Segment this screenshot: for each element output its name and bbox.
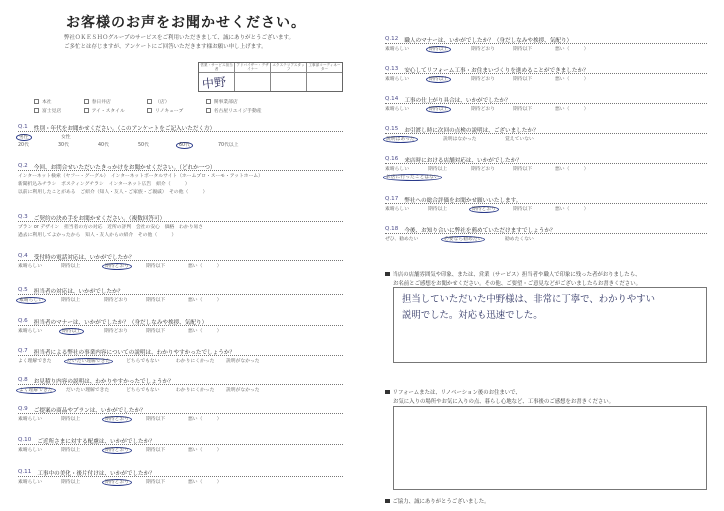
answer-line[interactable]: 新聞折込みチラシ ポスティングチラシ インターネット広告 紹介（ ） bbox=[18, 182, 190, 187]
handwritten-staff-name: 中野 bbox=[201, 74, 227, 92]
answer-option-label: わかりにくかった bbox=[176, 359, 215, 364]
answer-option-label: 期待以上 bbox=[428, 207, 448, 212]
answer-option[interactable] bbox=[104, 415, 130, 422]
answer-option-label: だいたい理解できた bbox=[66, 388, 110, 393]
stamp-cell-coordinator bbox=[307, 63, 342, 91]
answer-option-label: ぜひ、勧めたい bbox=[385, 237, 419, 242]
question-title bbox=[18, 377, 343, 384]
store-option[interactable]: 春日井店 bbox=[84, 98, 137, 105]
answer-option-label: 60代 bbox=[176, 142, 193, 149]
answer-option[interactable] bbox=[555, 75, 589, 82]
answer-option-label: 悪い（ ） bbox=[188, 329, 222, 334]
answer-option-label: 20代 bbox=[18, 143, 29, 148]
answer-option-label: だいたい理解できた bbox=[64, 358, 113, 365]
question-title bbox=[18, 163, 343, 170]
store-option[interactable]: リノキューブ bbox=[147, 107, 196, 114]
answer-option-label: 期待どおり bbox=[102, 479, 132, 486]
question-title bbox=[18, 348, 343, 355]
answer-option-label: 期待どおり bbox=[102, 447, 132, 454]
question-block bbox=[18, 163, 343, 194]
question-text: 安心してリフォーム工事・お住まいづくりを進めることができましたか？ bbox=[404, 68, 589, 74]
answer-option[interactable] bbox=[385, 45, 409, 52]
answer-option[interactable] bbox=[505, 235, 534, 242]
answer-option[interactable] bbox=[385, 105, 409, 112]
answer-option[interactable] bbox=[18, 386, 54, 393]
answer-option-label: 勧めたくない bbox=[505, 237, 534, 242]
answer-option-label: 期待以上 bbox=[61, 480, 81, 485]
question-number: Q.18 bbox=[385, 226, 399, 232]
answer-option[interactable] bbox=[146, 446, 165, 453]
answer-option[interactable] bbox=[104, 446, 130, 453]
checkbox[interactable] bbox=[34, 99, 39, 104]
answer-line[interactable]: プラン or デザイン 担当者の方の対応 近所の評判 会社の安心 価格 わかり易さ bbox=[18, 225, 204, 230]
answer-option-label: 期待以下 bbox=[146, 417, 166, 422]
answer-option-label: 素晴らしい bbox=[385, 207, 409, 212]
question-text: 担当者のマナーは、いかがでしたか？（身だしなみや挨拶、気配り） bbox=[33, 320, 208, 326]
answer-option-label: 期待以上 bbox=[61, 448, 81, 453]
answer-option[interactable] bbox=[443, 235, 483, 242]
answer-option[interactable] bbox=[513, 205, 532, 212]
answer-line[interactable]: 以前に利用したことがある ご紹介（知人・友人・ご家族・ご親戚） その他（ ） bbox=[18, 190, 208, 195]
answer-option[interactable] bbox=[18, 357, 52, 364]
answer-option[interactable] bbox=[513, 105, 532, 112]
question-block bbox=[385, 156, 707, 179]
stamp-head: アドバイザー・デザイナー bbox=[236, 63, 269, 72]
answer-option-label: 期待以上 bbox=[426, 76, 451, 83]
question-number: Q.5 bbox=[18, 287, 28, 293]
answer-option-label: よく理解できた bbox=[16, 387, 56, 394]
comment-box-label: 当店の店舗雰囲気や印象、または、営業（サービス）担当者や職人で印象に残った者がおりましたら、 bbox=[385, 270, 640, 278]
question-text: 工事の仕上がり具合は、いかがでしたか？ bbox=[404, 98, 511, 104]
question-text: 職人のマナーは、いかがでしたか？（身だしなみや挨拶、気配り） bbox=[404, 38, 573, 44]
question-block bbox=[18, 124, 343, 147]
answer-option-label: 期待以下 bbox=[146, 480, 166, 485]
question-text: 弊社への総合評価をお聞かせ願いいたします。 bbox=[404, 198, 522, 204]
stamp-cell-sales bbox=[199, 63, 235, 91]
answer-option-label: 期待以下 bbox=[146, 298, 166, 303]
answer-option[interactable] bbox=[385, 205, 409, 212]
comment-textarea[interactable] bbox=[393, 287, 707, 363]
answer-option[interactable] bbox=[146, 327, 165, 334]
answer-option-label: 説明はなかった bbox=[443, 137, 477, 142]
answer-option-label: 期待どおり bbox=[471, 107, 495, 112]
answer-option-label: 期待どおり bbox=[469, 206, 499, 213]
answer-option-label: 男性 bbox=[16, 134, 32, 141]
question-title bbox=[385, 156, 707, 163]
comment-box-label-2: お名前とご感想をお聞かせください。その他、ご要望・ご意見などがございましたらお書きください。 bbox=[393, 281, 641, 287]
question-text: 今回、お問合せいただいたきっかけをお聞かせください。（どれか一つ） bbox=[33, 165, 216, 171]
answer-option-label: 期待以上 bbox=[426, 106, 451, 113]
handwritten-comment-line-2: 説明でした。対応も迅速でした。 bbox=[402, 310, 543, 321]
answer-option-label: 説明はあった bbox=[383, 136, 418, 143]
answer-option-label: 期待どおり bbox=[471, 47, 495, 52]
checkbox[interactable] bbox=[34, 108, 39, 113]
answer-line[interactable]: インターネット検索（ヤフー・グーグル） インターネットポータルサイト（ホームプロ・スーモ・アットホーム） bbox=[18, 174, 263, 179]
answer-option-label: 素晴らしい bbox=[385, 77, 409, 82]
answer-option[interactable] bbox=[61, 415, 80, 422]
answer-option[interactable] bbox=[513, 45, 532, 52]
answer-option[interactable] bbox=[505, 135, 534, 142]
answer-option[interactable] bbox=[188, 327, 222, 334]
answer-option[interactable] bbox=[66, 386, 109, 393]
bullet-square-icon bbox=[385, 390, 390, 395]
stamp-cell-exterior bbox=[271, 63, 307, 91]
question-block bbox=[385, 36, 707, 51]
handwritten-comment-line-1: 担当していただいた中野様は、非常に丁寧で、わかりやすい bbox=[402, 294, 655, 305]
answer-option-label: 必要なら勧めたい bbox=[441, 236, 485, 243]
question-number: Q.8 bbox=[18, 377, 28, 383]
answer-option[interactable] bbox=[138, 141, 149, 148]
answer-option[interactable] bbox=[104, 262, 130, 269]
answer-option-label: 悪い（ ） bbox=[555, 207, 589, 212]
checkbox[interactable] bbox=[147, 108, 152, 113]
option-line bbox=[18, 170, 343, 178]
answer-option[interactable] bbox=[61, 478, 80, 485]
answer-option-label: 期待以下 bbox=[513, 207, 533, 212]
answer-option[interactable] bbox=[104, 478, 130, 485]
answer-option[interactable] bbox=[178, 141, 191, 148]
answer-option-label: 悪い（ ） bbox=[188, 417, 222, 422]
answer-option-label: 50代 bbox=[138, 143, 149, 148]
answer-option[interactable] bbox=[98, 141, 109, 148]
intro-text bbox=[64, 34, 294, 52]
answer-option-label: 期待以上 bbox=[426, 46, 451, 53]
answer-option[interactable] bbox=[66, 357, 111, 364]
option-row bbox=[18, 294, 343, 302]
answer-option-label: 悪い（ ） bbox=[188, 448, 222, 453]
stamp-cell-advisor bbox=[235, 63, 271, 91]
answer-option[interactable] bbox=[18, 327, 42, 334]
answer-option-label: 素晴らしい bbox=[16, 297, 46, 304]
option-row bbox=[385, 133, 707, 141]
answer-option[interactable] bbox=[226, 357, 260, 364]
option-row bbox=[385, 73, 707, 81]
option-line bbox=[18, 186, 343, 194]
question-number: Q.10 bbox=[18, 437, 32, 443]
answer-option-label: 期待以下 bbox=[513, 107, 533, 112]
question-number: Q.15 bbox=[385, 126, 399, 132]
answer-option-label: 期待以下 bbox=[146, 329, 166, 334]
answer-option[interactable] bbox=[126, 386, 160, 393]
answer-option-label: よく理解できた bbox=[18, 359, 52, 364]
checkbox[interactable] bbox=[206, 99, 211, 104]
option-row bbox=[385, 171, 707, 179]
answer-option-label: 30代 bbox=[58, 143, 69, 148]
option-row bbox=[385, 233, 707, 241]
option-row bbox=[18, 476, 343, 484]
question-block bbox=[18, 287, 343, 302]
question-block bbox=[385, 226, 707, 241]
answer-option[interactable] bbox=[188, 415, 222, 422]
question-block bbox=[18, 406, 343, 421]
answer-option-label: 期待以上 bbox=[59, 328, 84, 335]
answer-option[interactable] bbox=[146, 478, 165, 485]
question-title bbox=[385, 36, 707, 43]
answer-option[interactable] bbox=[61, 446, 80, 453]
answer-option-label: 素晴らしい bbox=[18, 417, 42, 422]
answer-option-label: 悪い（ ） bbox=[188, 298, 222, 303]
answer-option[interactable] bbox=[61, 262, 80, 269]
answer-option-label: 期待以下 bbox=[513, 47, 533, 52]
answer-option-label: 期待どおり bbox=[102, 416, 132, 423]
question-number: Q.9 bbox=[18, 406, 28, 412]
question-number: Q.14 bbox=[385, 96, 399, 102]
option-row bbox=[18, 325, 343, 333]
answer-option[interactable] bbox=[126, 357, 160, 364]
answer-option[interactable] bbox=[146, 262, 165, 269]
question-number: Q.4 bbox=[18, 253, 28, 259]
answer-option[interactable] bbox=[428, 205, 447, 212]
answer-option-label: どちらでもない bbox=[126, 359, 160, 364]
checkbox[interactable] bbox=[84, 108, 89, 113]
answer-option-label: 女性 bbox=[61, 135, 71, 140]
question-block bbox=[385, 196, 707, 211]
answer-option[interactable] bbox=[428, 45, 449, 52]
question-title bbox=[18, 469, 343, 476]
question-number: Q.13 bbox=[385, 66, 399, 72]
answer-option-label: 素晴らしい bbox=[385, 47, 409, 52]
question-block bbox=[18, 437, 343, 452]
option-row bbox=[18, 260, 343, 268]
answer-option-label: 素晴らしい bbox=[385, 107, 409, 112]
answer-option[interactable] bbox=[471, 75, 495, 82]
question-block bbox=[385, 66, 707, 81]
answer-option-label: 素晴らしい bbox=[18, 480, 42, 485]
option-row bbox=[18, 413, 343, 421]
answer-option-label: わかりにくかった bbox=[176, 388, 215, 393]
option-line bbox=[18, 229, 343, 237]
question-block bbox=[18, 214, 343, 237]
intro-line-1: 弊社ＯＫＥＳＨＯグループのサービスをご利用いただきまして、誠にありがとうございます。 bbox=[64, 35, 295, 41]
question-title bbox=[18, 287, 343, 294]
option-line bbox=[18, 221, 343, 229]
stamp-head: エクステリアスタッフ bbox=[272, 63, 305, 72]
checkbox[interactable] bbox=[84, 99, 89, 104]
question-block bbox=[18, 377, 343, 392]
question-title bbox=[18, 406, 343, 413]
question-text: 受付時の電話対応は、いかがでしたか？ bbox=[33, 255, 135, 261]
answer-option[interactable] bbox=[428, 75, 449, 82]
question-title bbox=[385, 226, 707, 233]
question-block bbox=[18, 253, 343, 268]
answer-option-label: 期待どおり bbox=[471, 167, 495, 172]
answer-option[interactable] bbox=[471, 45, 495, 52]
answer-option-label: 悪い（ ） bbox=[555, 77, 589, 82]
answer-line[interactable]: 過去に利用してよかったから 知人・友人からの紹介 その他（ ） bbox=[18, 233, 177, 238]
answer-option-label: 期待どおり bbox=[104, 329, 128, 334]
answer-option[interactable] bbox=[385, 173, 440, 180]
answer-option[interactable] bbox=[18, 262, 42, 269]
answer-option[interactable] bbox=[146, 296, 165, 303]
question-block bbox=[385, 96, 707, 111]
answer-option[interactable] bbox=[443, 135, 477, 142]
question-title bbox=[385, 66, 707, 73]
question-title bbox=[18, 318, 343, 325]
question-block bbox=[18, 318, 343, 333]
option-row bbox=[18, 355, 343, 363]
answer-option-label: 期待どおり bbox=[471, 77, 495, 82]
answer-option-label: お店に行ったことはない bbox=[383, 174, 442, 181]
question-number: Q.1 bbox=[18, 124, 28, 130]
answer-option[interactable] bbox=[176, 386, 214, 393]
bullet-square-icon bbox=[385, 499, 390, 504]
bullet-square-icon bbox=[385, 272, 390, 277]
option-row bbox=[385, 163, 707, 171]
page-title: お客様のお声をお聞かせください。 bbox=[66, 15, 306, 31]
answer-option[interactable] bbox=[18, 446, 42, 453]
answer-option-label: 素晴らしい bbox=[18, 448, 42, 453]
store-option[interactable]: 関事業部店 bbox=[206, 98, 274, 105]
answer-option-label: どちらでもない bbox=[126, 388, 160, 393]
answer-option-label: 悪い（ ） bbox=[555, 167, 589, 172]
question-number: Q.17 bbox=[385, 196, 399, 202]
store-option[interactable]: （店） bbox=[147, 98, 196, 105]
option-row bbox=[18, 139, 343, 147]
option-row bbox=[18, 384, 343, 392]
answer-option-label: 期待以上 bbox=[61, 417, 81, 422]
question-number: Q.12 bbox=[385, 36, 399, 42]
answer-option[interactable] bbox=[513, 75, 532, 82]
question-number: Q.7 bbox=[18, 348, 28, 354]
answer-option-label: 悪い（ ） bbox=[555, 47, 589, 52]
question-text: 性別・年代をお聞かせください。（このアンケートをご記入いただく方） bbox=[33, 126, 216, 132]
stamp-head: 営業・サービス担当者 bbox=[200, 63, 233, 72]
question-number: Q.11 bbox=[18, 469, 32, 475]
answer-option[interactable] bbox=[428, 105, 449, 112]
question-text: 来店時における店舗対応は、いかがでしたか？ bbox=[404, 158, 522, 164]
answer-option-label: 悪い（ ） bbox=[555, 107, 589, 112]
answer-option[interactable] bbox=[555, 45, 589, 52]
option-row bbox=[385, 103, 707, 111]
photo-box-label: リフォームまたは、リノベーション後のお住まいで、 bbox=[385, 388, 521, 396]
answer-option[interactable] bbox=[555, 105, 589, 112]
answer-option-label: 期待以上 bbox=[61, 264, 81, 269]
question-title bbox=[18, 124, 343, 131]
answer-option[interactable] bbox=[18, 296, 44, 303]
answer-option[interactable] bbox=[61, 296, 80, 303]
answer-option[interactable] bbox=[385, 235, 418, 242]
option-row bbox=[385, 43, 707, 51]
question-title bbox=[385, 126, 707, 133]
answer-option[interactable] bbox=[104, 327, 128, 334]
checkbox[interactable] bbox=[206, 108, 211, 113]
store-option[interactable]: 富士見店 bbox=[34, 107, 74, 114]
answer-option-label: 覚えていない bbox=[505, 137, 534, 142]
question-title bbox=[18, 214, 343, 221]
question-number: Q.2 bbox=[18, 163, 28, 169]
option-row bbox=[18, 131, 343, 139]
store-option[interactable]: 名古屋リエイジ手動産 bbox=[206, 107, 274, 114]
answer-option[interactable] bbox=[471, 105, 495, 112]
question-text: ご提案の商品やプランは、いかがでしたか？ bbox=[33, 408, 146, 414]
answer-option-label: 40代 bbox=[98, 143, 109, 148]
question-block bbox=[18, 469, 343, 484]
answer-option-label: 素晴らしい bbox=[18, 264, 42, 269]
photo-box-label-2: お気に入りの場所やお気に入りの点、暮らし心地など、工事後のご感想をお書きください。 bbox=[393, 399, 615, 405]
answer-option[interactable] bbox=[18, 141, 29, 148]
question-block bbox=[385, 126, 707, 141]
answer-option-label: 期待以上 bbox=[61, 298, 81, 303]
question-number: Q.16 bbox=[385, 156, 399, 162]
answer-option[interactable] bbox=[385, 75, 409, 82]
answer-option[interactable] bbox=[385, 135, 416, 142]
question-number: Q.6 bbox=[18, 318, 28, 324]
answer-option[interactable] bbox=[18, 478, 42, 485]
answer-option-label: 70代以上 bbox=[218, 143, 239, 148]
answer-option-label: 期待以下 bbox=[513, 77, 533, 82]
answer-option-label: 素晴らしい bbox=[385, 167, 409, 172]
answer-option-label: 期待どおり bbox=[102, 263, 132, 270]
answer-option[interactable] bbox=[176, 357, 214, 364]
stamp-head: 工事部コーディネーター bbox=[308, 63, 341, 72]
staff-stamp-box bbox=[198, 62, 343, 92]
answer-option[interactable] bbox=[188, 296, 222, 303]
question-title bbox=[18, 253, 343, 260]
store-option[interactable]: アイ・スタイル bbox=[84, 107, 137, 114]
store-option[interactable]: 本社 bbox=[34, 98, 74, 105]
answer-option-label: 期待どおり bbox=[104, 298, 128, 303]
answer-option[interactable] bbox=[146, 415, 165, 422]
answer-option-label: 期待以上 bbox=[428, 167, 448, 172]
answer-option-label: 説明がなかった bbox=[226, 359, 260, 364]
answer-option-label: 期待以下 bbox=[146, 264, 166, 269]
option-row bbox=[385, 203, 707, 211]
question-title bbox=[18, 437, 343, 444]
question-text: ご契約の決め手をお聞かせください。（複数回答可） bbox=[33, 216, 166, 222]
option-row bbox=[18, 444, 343, 452]
answer-option-label: 期待以下 bbox=[513, 167, 533, 172]
answer-option-label: 悪い（ ） bbox=[188, 480, 222, 485]
question-text: 担当者の対応は、いかがでしたか？ bbox=[33, 289, 124, 295]
answer-option[interactable] bbox=[188, 478, 222, 485]
footer-thanks: ご協力、誠にありがとうございました。 bbox=[385, 497, 490, 505]
answer-option[interactable] bbox=[104, 296, 128, 303]
option-line bbox=[18, 178, 343, 186]
answer-option[interactable] bbox=[471, 205, 497, 212]
question-text: 工事中の美化・後片付けは、いかがでしたか？ bbox=[37, 471, 155, 477]
answer-option-label: 素晴らしい bbox=[18, 329, 42, 334]
intro-line-2: ご多忙とは存じますが、アンケートにご回答いただきます様お願い申し上げます。 bbox=[64, 44, 267, 50]
answer-option[interactable] bbox=[188, 446, 222, 453]
question-text: ご近所さまに対する配慮は、いかがでしたか？ bbox=[37, 439, 155, 445]
answer-option-label: 説明がなかった bbox=[226, 388, 260, 393]
question-text: 担当者による弊社の事業内容についての説明は、わかりやすかったでしょうか？ bbox=[33, 350, 236, 356]
question-block bbox=[18, 348, 343, 363]
question-title bbox=[385, 196, 707, 203]
question-title bbox=[385, 96, 707, 103]
answer-option-label: 期待以下 bbox=[146, 448, 166, 453]
after-renovation-textarea[interactable] bbox=[393, 406, 707, 490]
answer-option[interactable] bbox=[555, 205, 589, 212]
answer-option[interactable] bbox=[61, 327, 82, 334]
question-text: お引渡し時に次回の点検の説明は、ございましたか？ bbox=[404, 128, 539, 134]
checkbox[interactable] bbox=[147, 99, 152, 104]
answer-option[interactable] bbox=[18, 415, 42, 422]
answer-option[interactable] bbox=[58, 141, 69, 148]
answer-option[interactable] bbox=[226, 386, 260, 393]
store-checklist bbox=[34, 98, 274, 114]
question-text: お見積り内容の説明は、わかりやすかったでしょうか？ bbox=[33, 379, 174, 385]
question-number: Q.3 bbox=[18, 214, 28, 220]
answer-option-label: 悪い（ ） bbox=[188, 264, 222, 269]
answer-option[interactable] bbox=[188, 262, 222, 269]
answer-option[interactable] bbox=[218, 141, 239, 148]
question-text: 今後、お知り合いに弊社を薦めていただけますでしょうか？ bbox=[404, 228, 556, 234]
